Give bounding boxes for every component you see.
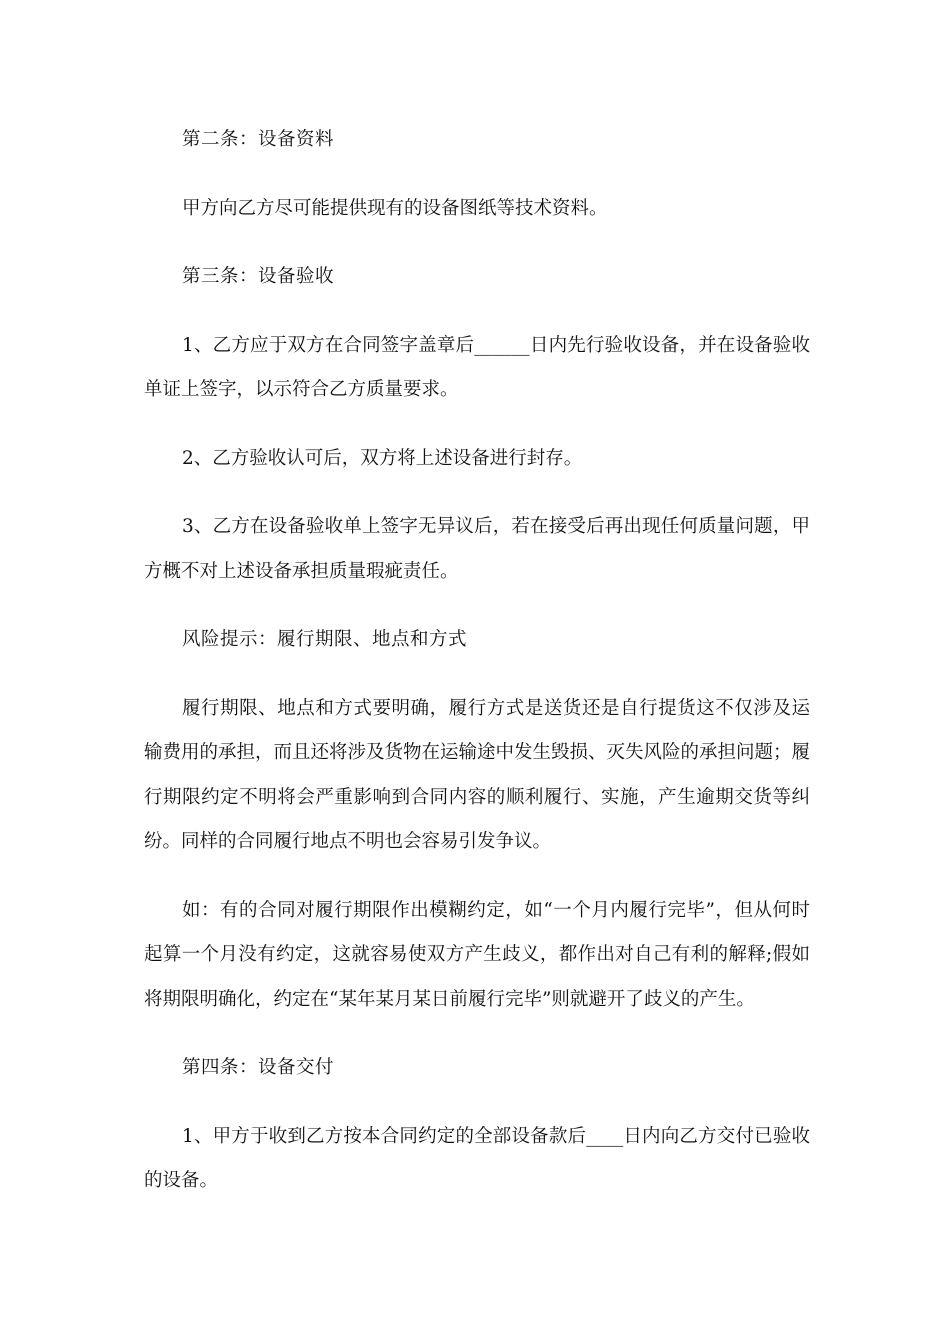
article-3-clause-2: 2、乙方验收认可后，双方将上述设备进行封存。	[182, 447, 583, 469]
article-4-clause-1: 1、甲方于收到乙方按本合同约定的全部设备款后____日内向乙方交付已验收的设备。	[144, 1125, 810, 1191]
article-4-heading: 第四条：设备交付	[182, 1057, 335, 1078]
risk-tip-heading: 风险提示：履行期限、地点和方式	[182, 629, 468, 650]
risk-tip-text: 履行期限、地点和方式要明确，履行方式是送货还是自行提货这不仅涉及运输费用的承担，而且还将涉及货物在运输途中发生毁损、灭失风险的承担问题；履行期限约定不明将会严重影响到合同内容的顺利履行、实施，产生逾期交货等纠纷。同样的合同履行地点不明也会容易引发争议。	[144, 697, 811, 852]
document-body	[144, 118, 810, 1228]
risk-tip-example: 如：有的合同对履行期限作出模糊约定，如“一个月内履行完毕”，但从何时起算一个月没有约定，这就容易使双方产生歧义，都作出对自己有利的解释;假如将期限明确化，约定在“某年某月某日前履行完毕”则就避开了歧义的产生。	[144, 899, 810, 1010]
article-3-clause-1: 1、乙方应于双方在合同签字盖章后______日内先行验收设备，并在设备验收单证上签字，以示符合乙方质量要求。	[144, 334, 810, 400]
article-2-text: 甲方向乙方尽可能提供现有的设备图纸等技术资料。	[182, 197, 608, 219]
article-2-heading: 第二条：设备资料	[182, 129, 335, 150]
article-3-heading: 第三条：设备验收	[182, 266, 335, 287]
article-3-clause-3: 3、乙方在设备验收单上签字无异议后，若在接受后再出现任何质量问题，甲方概不对上述设备承担质量瑕疵责任。	[144, 516, 810, 582]
